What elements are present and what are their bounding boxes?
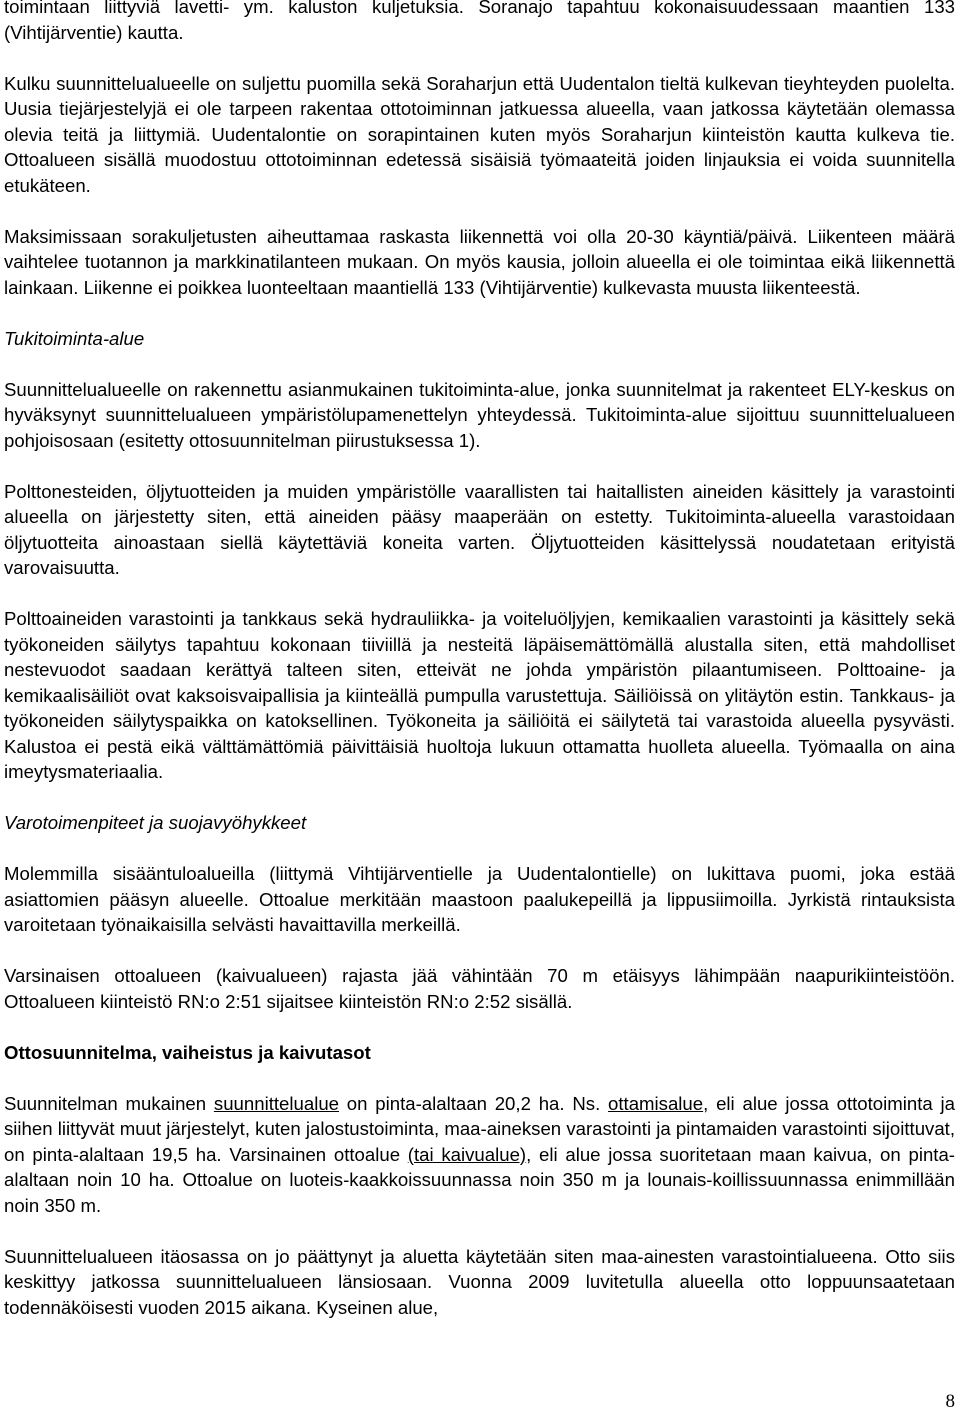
section-heading (4, 810, 955, 836)
paragraph (4, 0, 955, 45)
text-run: Polttoaineiden varastointi ja tankkaus sekä hydrauliikka- ja voiteluöljyjen, kemikaalien varastointi ja käsittely sekä työkoneiden säilytys tapahtuu kokonaan tiiviillä ja nesteitä läpäisemättömällä alustalla siten, että mahdolliset nestevuodot saadaan kerättyä talteen siten, etteivät ne johda ympäristön pilaantumiseen. Polttoaine- ja kemikaalisäiliöt ovat kaksoisvaipallisia ja kiinteällä pumpulla varustettuja. Säiliöissä on ylitäytön estin. Tankkaus- ja työkoneiden säilytyspaikka on katoksellinen. Työkoneita ja säiliöitä ei säilytetä tai varastoida alueella pysyvästi. Kalustoa ei pestä eikä välttämättömiä päivittäisiä huoltoja lukuun ottamatta huolleta alueella. Työmaalla on aina imeytysmateriaalia. (4, 608, 955, 782)
paragraph (4, 479, 955, 581)
section-heading (4, 326, 955, 352)
text-run: Suunnittelualueen itäosassa on jo päättynyt ja aluetta käytetään siten maa-ainesten varastointialueena. Otto siis keskittyy jatkossa suunnittelualueen länsiosaan. Vuonna 2009 luvitetulla alueella otto loppuunsaatetaan todennäköisesti vuoden 2015 aikana. Kyseinen alue, (4, 1245, 955, 1318)
text-run: toimintaan liittyviä lavetti- ym. kaluston kuljetuksia. Soranajo tapahtuu kokonaisuudessaan maantien 133 (Vihtijärventie) kautta. (4, 0, 955, 43)
paragraph (4, 1244, 955, 1321)
text-run: Maksimissaan sorakuljetusten aiheuttamaa raskasta liikennettä voi olla 20-30 käyntiä/päivä. Liikenteen määrä vaihtelee tuotannon ja markkinatilanteen mukaan. On myös kausia, jolloin alueella ei ole toimintaa eikä liikennettä lainkaan. Liikenne ei poikkea luonteeltaan maantiellä 133 (Vihtijärventie) kulkevasta muusta liikenteestä. (4, 225, 955, 298)
document-page (4, 0, 955, 1320)
text-run: Suunnitelman mukainen (4, 1092, 214, 1114)
text-run: Kulku suunnittelualueelle on suljettu puomilla sekä Soraharjun että Uudentalon tieltä kulkevan tieyhteyden puolelta. Uusia tiejärjestelyjä ei ole tarpeen rakentaa ottotoiminnan jatkuessa alueella, vaan jatkossa käytetään olemassa olevia teitä ja liittymiä. Uudentalontie on sorapintainen kuten myös Soraharjun kiinteistön kautta kulkeva tie. Ottoalueen sisällä muodostuu ottotoiminnan edetessä sisäisiä työmaateitä joiden linjauksia ei voida suunnitella etukäteen. (4, 72, 955, 196)
text-run: Tukitoiminta-alue (4, 327, 145, 349)
section-heading (4, 1040, 955, 1066)
text-run: Molemmilla sisääntuloalueilla (liittymä Vihtijärventielle ja Uudentalontielle) on lukittava puomi, joka estää asiattomien pääsyn alueelle. Ottoalue merkitään maastoon paalukepeillä ja lippusiimoilla. Jyrkistä rintauksista varoitetaan työnaikaisilla selvästi havaittavilla merkeillä. (4, 863, 955, 935)
text-run: Ottosuunnitelma, vaiheistus ja kaivutasot (4, 1041, 371, 1063)
paragraph (4, 1091, 955, 1219)
text-run: Polttonesteiden, öljytuotteiden ja muiden ympäristölle vaarallisten tai haitallisten aineiden käsittely ja varastointi alueella on järjestetty siten, että aineiden pääsy maaperään on estetty. Tukitoiminta-alueella varastoidaan öljytuotteita ainoastaan siellä käytettäviä koneita varten. Öljytuotteiden käsittelyssä noudatetaan erityistä varovaisuutta. (4, 480, 955, 578)
underlined-term: (tai kaivualue) (407, 1143, 527, 1165)
paragraph (4, 224, 955, 301)
paragraph (4, 377, 955, 454)
paragraph (4, 71, 955, 199)
text-run: , eli alue jossa ottotoiminta ja siihen liittyvät muut järjestelyt, kuten jalostustoiminta, maa-aineksen varastointi ja pintamaiden varastointi sijoittuvat, on pinta-alaltaan 19,5 ha. Varsinainen ottoalue (4, 1092, 956, 1165)
text-run: Suunnittelualueelle on rakennettu asianmukainen tukitoiminta-alue, jonka suunnitelmat ja rakenteet ELY-keskus on hyväksynyt suunnittelualueen ympäristölupamenettelyn yhteydessä. Tukitoiminta-alue sijoittuu suunnittelualueen pohjoisosaan (esitetty ottosuunnitelman piirustuksessa 1). (4, 378, 955, 451)
text-run: on pinta-alaltaan 20,2 ha. Ns. (339, 1092, 609, 1114)
text-run: , eli alue jossa suoritetaan maan kaivua, on pinta-alaltaan noin 10 ha. Ottoalue on luoteis-kaakkoissuunnassa noin 350 m ja lounais-koillissuunnassa enimmillään noin 350 m. (4, 1143, 955, 1216)
underlined-term: suunnittelualue (213, 1092, 340, 1114)
page-number: 8 (945, 1391, 955, 1412)
paragraph (4, 606, 955, 785)
paragraph (4, 861, 955, 938)
paragraph (4, 963, 955, 1014)
text-run: Varotoimenpiteet ja suojavyöhykkeet (4, 812, 307, 833)
underlined-term: ottamisalue (608, 1092, 704, 1114)
text-run: Varsinaisen ottoalueen (kaivualueen) rajasta jää vähintään 70 m etäisyys lähimpään naapurikiinteistöön. Ottoalueen kiinteistö RN:o 2:51 sijaitsee kiinteistön RN:o 2:52 sisällä. (4, 965, 955, 1012)
